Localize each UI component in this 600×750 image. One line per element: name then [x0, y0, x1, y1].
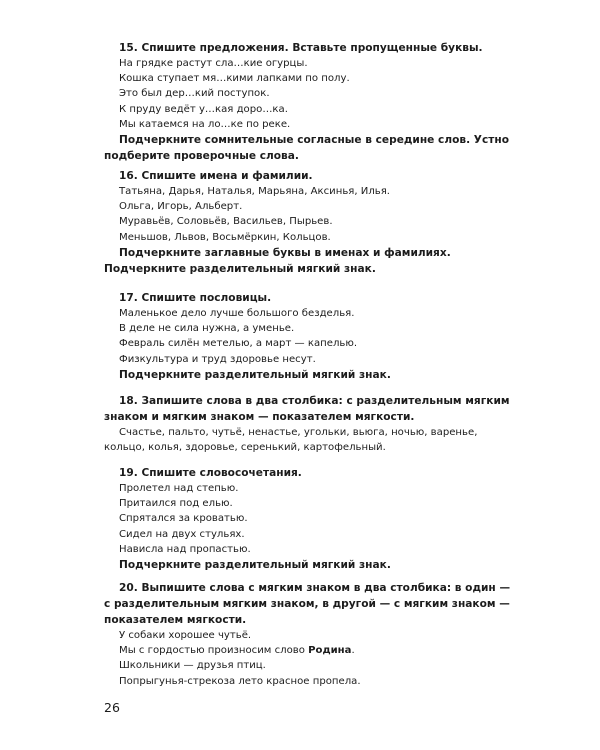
- exercise-18-words: Счастье, пальто, чутьё, ненастье, угольки, вьюга, ночью, варенье, кольцо, колья, здоровье, серенький, картофельный.: [104, 427, 478, 454]
- exercise-19-line-1: Пролетел над степью.: [119, 483, 239, 494]
- exercise-17-line-2: В деле не сила нужна, а уменье.: [119, 323, 295, 335]
- exercise-20-line-2: [104, 643, 518, 658]
- exercise-20: [104, 580, 518, 689]
- exercise-17-task: 17. Спишите пословицы.: [119, 292, 272, 304]
- exercise-16-line-4: Меньшов, Львов, Восьмёркин, Кольцов.: [119, 231, 331, 243]
- exercise-15-line-2: Кошка ступает мя…кими лапками по полу.: [119, 73, 350, 85]
- exercise-17-line-3: Февраль силён метелью, а март — капелью.: [119, 338, 358, 350]
- exercise-15-note: Подчеркните сомнительные согласные в середине слов. Устно подберите проверочные слова.: [104, 134, 509, 163]
- exercise-16-line-3: Муравьёв, Соловьёв, Васильев, Пырьев.: [119, 216, 333, 228]
- exercise-19-line-5: Нависла над пропастью.: [119, 543, 251, 555]
- exercise-19: [104, 465, 518, 573]
- exercise-19-line-2: Притаился под елью.: [119, 498, 233, 510]
- exercise-20-task: 20. Выпишите слова с мягким знаком в два столбика: в один — с разделительным мягким знаком, в другой — с мягким знаком — показателем мягкости.: [104, 582, 511, 626]
- exercise-15-line-4: К пруду ведёт у…кая доро…ка.: [119, 103, 288, 115]
- exercise-16-line-1: Татьяна, Дарья, Наталья, Марьяна, Аксинья, Илья.: [119, 186, 391, 197]
- exercise-19-task: 19. Спишите словосочетания.: [119, 467, 302, 479]
- exercise-17: [104, 290, 518, 383]
- exercise-20-keyword: Родина: [308, 645, 352, 657]
- exercise-18-task: 18. Запишите слова в два столбика: с разделительным мягким знаком и мягким знаком — показателем мягкости.: [104, 395, 510, 423]
- exercise-16: [104, 168, 518, 277]
- exercise-20-line-2-start: Мы с гордостью произносим слово: [119, 645, 309, 657]
- exercise-19-line-3: Спрятался за кроватью.: [119, 513, 248, 525]
- exercise-16-line-2: Ольга, Игорь, Альберт.: [119, 201, 243, 213]
- exercise-20-line-1: У собаки хорошее чутьё.: [119, 630, 252, 641]
- exercise-18: [104, 393, 518, 455]
- exercise-17-note: Подчеркните разделительный мягкий знак.: [119, 368, 391, 381]
- exercise-15: [104, 40, 518, 164]
- exercise-15-line-3: Это был дер…кий поступок.: [119, 88, 270, 100]
- exercise-17-line-1: Маленькое дело лучше большого безделья.: [119, 308, 355, 319]
- exercise-19-note: Подчеркните разделительный мягкий знак.: [119, 559, 391, 572]
- exercise-20-line-3: Школьники — друзья птиц.: [119, 660, 266, 672]
- exercise-16-task: 16. Спишите имена и фамилии.: [119, 170, 313, 182]
- page-number: 26: [104, 700, 120, 715]
- exercise-20-line-4: Попрыгунья-стрекоза лето красное пропела.: [119, 675, 361, 687]
- exercise-15-line-1: На грядке растут сла…кие огурцы.: [119, 58, 308, 69]
- exercise-17-line-4: Физкультура и труд здоровье несут.: [119, 353, 316, 365]
- exercise-15-task: 15. Спишите предложения. Вставьте пропущенные буквы.: [119, 42, 483, 54]
- exercise-15-line-5: Мы катаемся на ло…ке по реке.: [119, 118, 291, 130]
- exercise-20-line-2-end: .: [351, 645, 355, 657]
- exercise-19-line-4: Сидел на двух стульях.: [119, 528, 245, 540]
- exercise-16-note: Подчеркните заглавные буквы в именах и фамилиях. Подчеркните разделительный мягкий знак.: [104, 246, 451, 275]
